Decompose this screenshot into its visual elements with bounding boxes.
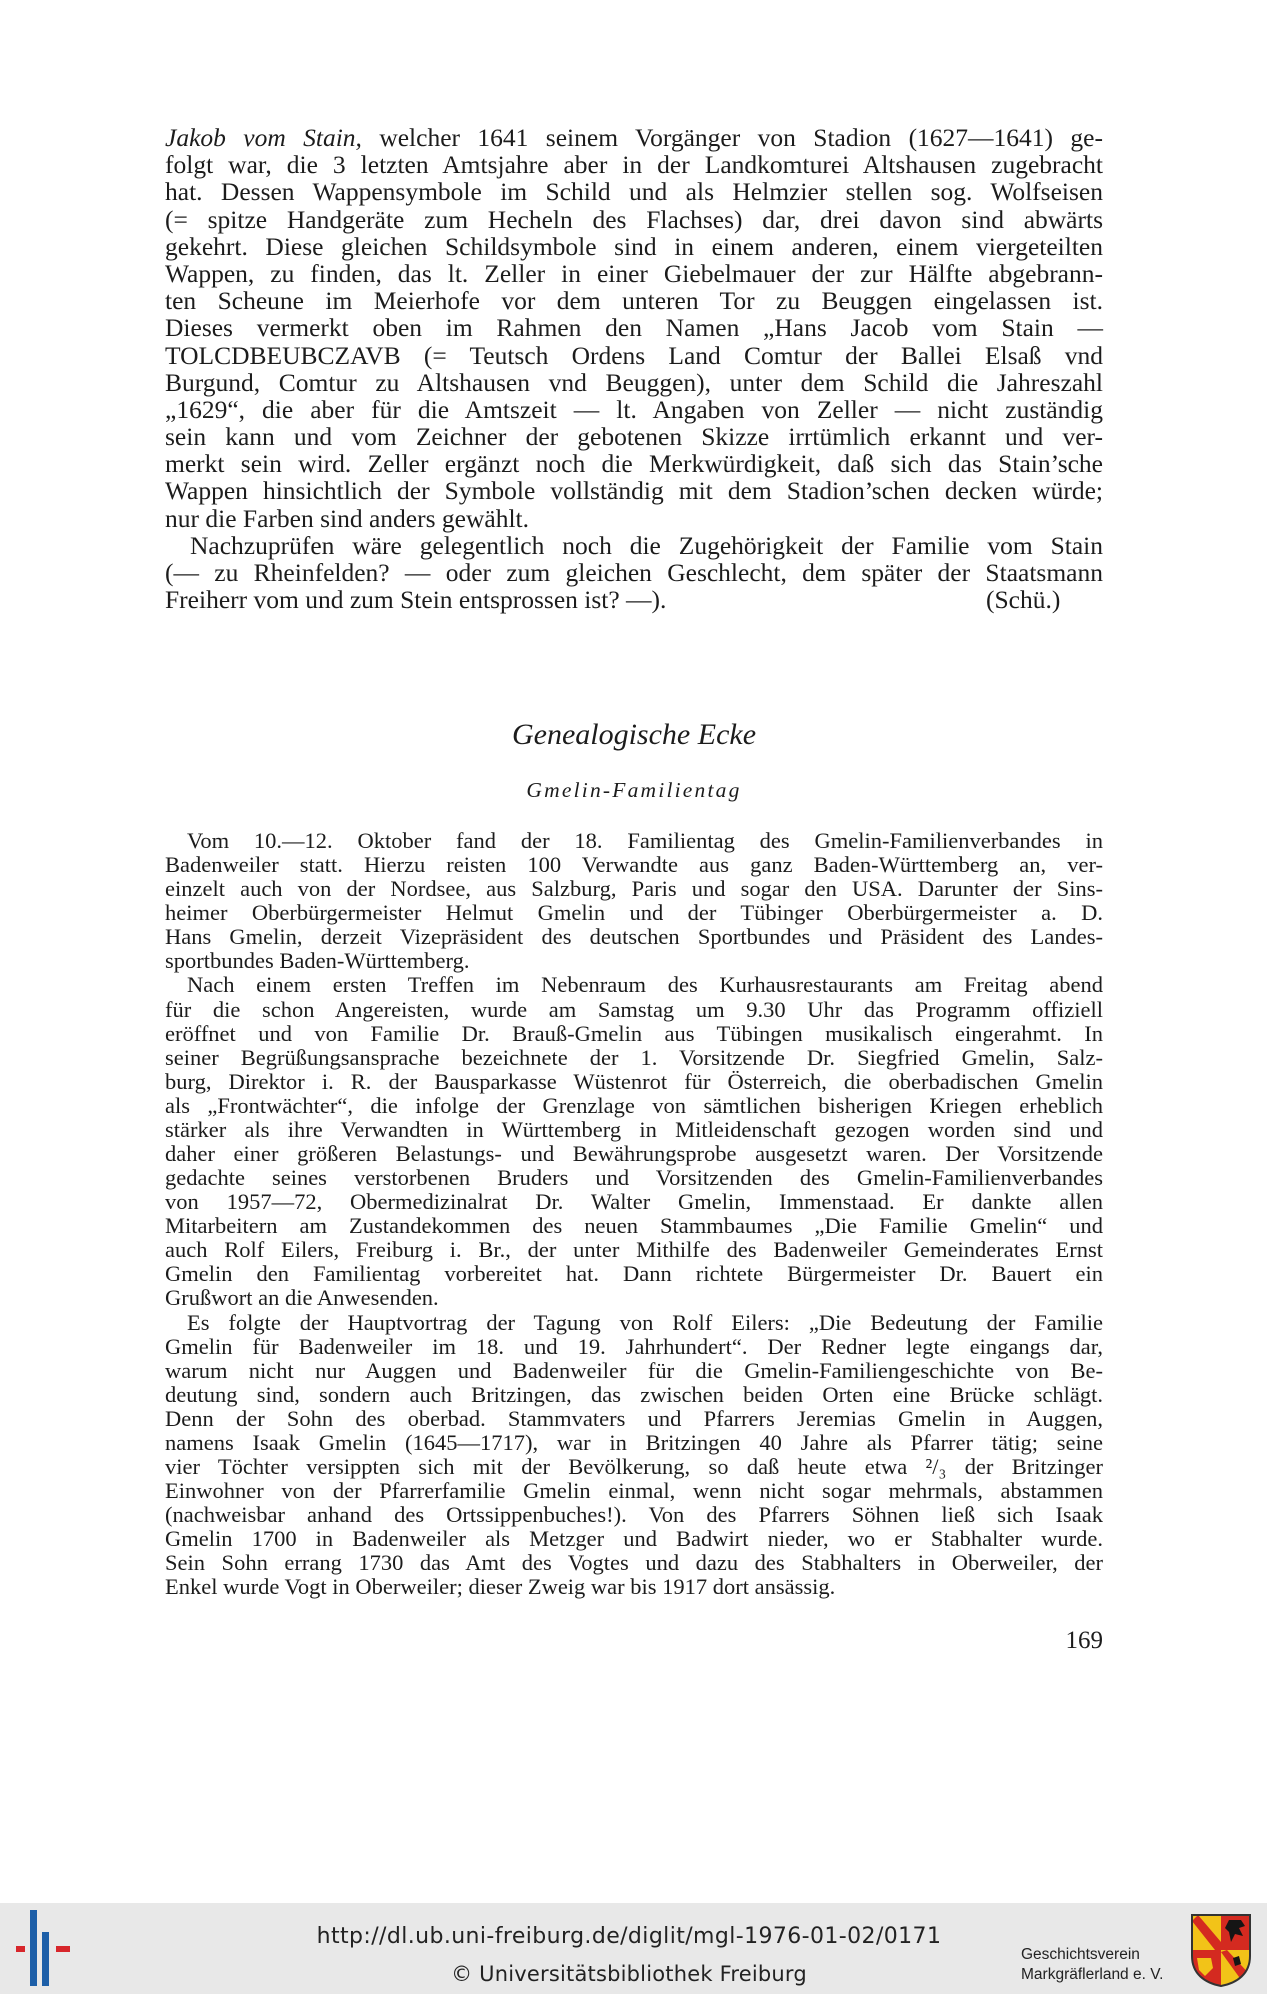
footer-bar bbox=[0, 1903, 1267, 1994]
article-continuation bbox=[165, 124, 1103, 613]
text-line bbox=[165, 1118, 1103, 1142]
line-text: Badenweiler statt. Hierzu reisten 100 Verwandte aus ganz Baden-Württemberg an, ver- bbox=[165, 852, 1103, 878]
line-text: eröffnet und von Familie Dr. Brauß-Gmelin aus Tübingen musikalisch eingerahmt. In bbox=[165, 1020, 1103, 1046]
line-text: (nachweisbar anhand des Ortssippenbuches!). Von des Pfarrers Söhnen ließ sich Isaak bbox=[165, 1502, 1103, 1528]
text-line bbox=[165, 1455, 1103, 1479]
line-text: gekehrt. Diese gleichen Schildsymbole sind in einem anderen, einem viergeteilten bbox=[165, 231, 1103, 261]
document-url[interactable]: http://dl.ub.uni-freiburg.de/diglit/mgl-1976-01-02/0171 bbox=[316, 1924, 942, 1949]
text-line bbox=[165, 877, 1103, 901]
line-text: Burgund, Comtur zu Altshausen vnd Beuggen), unter dem Schild die Jahreszahl bbox=[165, 367, 1103, 397]
paragraph bbox=[165, 124, 1103, 532]
line-text: von 1957—72, Obermedizinalrat Dr. Walter Gmelin, Immenstaad. Er dankte allen bbox=[165, 1189, 1103, 1215]
author-signature: (Schü.) bbox=[986, 585, 1061, 615]
line-text: Vom 10.—12. Oktober fand der 18. Familientag des Gmelin-Familienverbandes in bbox=[187, 828, 1103, 853]
text-line bbox=[165, 532, 1103, 559]
text-line bbox=[165, 586, 1103, 613]
text-line bbox=[165, 1575, 1103, 1599]
section-subheading: Gmelin-Familientag bbox=[526, 778, 742, 802]
text-line bbox=[165, 1214, 1103, 1238]
line-text: Freiherr vom und zum Stein entsprossen ist? —). bbox=[165, 585, 667, 615]
coat-of-arms-icon bbox=[1189, 1912, 1253, 1988]
society-name-line-2: Markgräflerland e. V. bbox=[1021, 1966, 1164, 1983]
line-text: sportbundes Baden-Württemberg. bbox=[165, 948, 470, 974]
line-text: Denn der Sohn des oberbad. Stammvaters und Pfarrers Jeremias Gmelin in Auggen, bbox=[165, 1405, 1103, 1431]
line-text: merkt sein wird. Zeller ergänzt noch die Merkwürdigkeit, daß sich das Stain’sche bbox=[165, 449, 1103, 479]
line-text: Mitarbeitern am Zustandekommen des neuen Stammbaumes „Die Familie Gmelin“ und bbox=[165, 1213, 1103, 1239]
text-line bbox=[165, 829, 1103, 853]
text-line bbox=[165, 998, 1103, 1022]
line-text: einzelt auch von der Nordsee, aus Salzburg, Paris und sogar den USA. Darunter der Sins- bbox=[165, 876, 1103, 902]
line-text: (= spitze Handgeräte zum Hecheln des Flachses) dar, drei davon sind abwärts bbox=[165, 204, 1103, 234]
text-line bbox=[165, 1383, 1103, 1407]
line-text: Enkel wurde Vogt in Oberweiler; dieser Zweig war bis 1917 dort ansässig. bbox=[165, 1574, 836, 1600]
line-text: Gmelin den Familientag vorbereitet hat. Dann richtete Bürgermeister Dr. Bauert ein bbox=[165, 1261, 1103, 1287]
line-text: Nachzuprüfen wäre gelegentlich noch die Zugehörigkeit der Familie vom Stain bbox=[190, 530, 1103, 560]
line-text: vier Töchter versippten sich mit der Bevölkerung, so daß heute etwa ²/₃ der Britzinger bbox=[165, 1454, 1103, 1480]
text-line bbox=[165, 1335, 1103, 1359]
text-line bbox=[165, 853, 1103, 877]
line-text: warum nicht nur Auggen und Badenweiler für die Gmelin-Familiengeschichte von Be- bbox=[165, 1357, 1103, 1383]
text-line bbox=[165, 973, 1103, 997]
line-text: Grußwort an die Anwesenden. bbox=[165, 1285, 439, 1311]
society-name bbox=[1021, 1945, 1163, 1985]
line-text: sein kann und vom Zeichner der gebotenen Skizze irrtümlich erkannt und ver- bbox=[165, 422, 1103, 452]
text-line bbox=[165, 151, 1103, 178]
line-text: burg, Direktor i. R. der Bausparkasse Wüstenrot für Österreich, die oberbadischen Gmelin bbox=[165, 1068, 1103, 1094]
text-line bbox=[165, 450, 1103, 477]
line-text: nur die Farben sind anders gewählt. bbox=[165, 503, 529, 533]
text-line bbox=[165, 178, 1103, 205]
line-text: Es folgte der Hauptvortrag der Tagung von Rolf Eilers: „Die Bedeutung der Familie bbox=[187, 1309, 1103, 1335]
text-line bbox=[165, 314, 1103, 341]
text-line bbox=[165, 1142, 1103, 1166]
text-line bbox=[165, 1166, 1103, 1190]
text-line bbox=[165, 1407, 1103, 1431]
text-line bbox=[165, 1190, 1103, 1214]
line-text: heimer Oberbürgermeister Helmut Gmelin und der Tübinger Oberbürgermeister a. D. bbox=[165, 900, 1103, 926]
section-heading: Genealogische Ecke bbox=[511, 718, 757, 751]
text-line bbox=[165, 1046, 1103, 1070]
line-text: auch Rolf Eilers, Freiburg i. Br., der unter Mithilfe des Badenweiler Gemeinderates Ernst bbox=[165, 1237, 1103, 1263]
society-name-line-1: Geschichtsverein bbox=[1021, 1946, 1140, 1963]
line-text: ten Scheune im Meierhofe vor dem unteren Tor zu Beuggen eingelassen ist. bbox=[165, 286, 1103, 316]
line-text: gedachte seines verstorbenen Bruders und Vorsitzenden des Gmelin-Familienverbandes bbox=[165, 1165, 1103, 1191]
text-line bbox=[165, 1262, 1103, 1286]
text-line bbox=[165, 505, 1103, 532]
text-line bbox=[165, 1286, 1103, 1310]
text-line bbox=[165, 949, 1103, 973]
page-number: 169 bbox=[1065, 1627, 1103, 1654]
text-line bbox=[165, 559, 1103, 586]
text-line bbox=[165, 1359, 1103, 1383]
paragraph bbox=[165, 1311, 1103, 1600]
line-text: folgt war, die 3 letzten Amtsjahre aber in der Landkomturei Altshausen zugebracht bbox=[165, 150, 1103, 180]
line-text: Dieses vermerkt oben im Rahmen den Namen „Hans Jacob vom Stain — bbox=[165, 313, 1103, 343]
text-line bbox=[165, 1551, 1103, 1575]
text-line bbox=[165, 477, 1103, 504]
line-text: Sein Sohn errang 1730 das Amt des Vogtes und dazu des Stabhalters in Oberweiler, der bbox=[165, 1550, 1103, 1576]
text-line bbox=[165, 342, 1103, 369]
copyright-notice: © Universitätsbibliothek Freiburg bbox=[451, 1962, 807, 1986]
line-text: Nach einem ersten Treffen im Nebenraum des Kurhausrestaurants am Freitag abend bbox=[187, 972, 1103, 998]
paragraph bbox=[165, 532, 1103, 614]
line-text: Wappen hinsichtlich der Symbole vollständig mit dem Stadion’schen decken würde; bbox=[165, 476, 1103, 506]
text-line bbox=[165, 369, 1103, 396]
line-text: welcher 1641 seinem Vorgänger von Stadion (1627—1641) ge- bbox=[379, 123, 1103, 152]
text-line bbox=[165, 1070, 1103, 1094]
text-line bbox=[165, 287, 1103, 314]
line-text: als „Frontwächter“, die infolge der Grenzlage von sämtlichen bisherigen Kriegen erheblich bbox=[165, 1092, 1103, 1118]
text-line bbox=[165, 901, 1103, 925]
italic-name: Jakob vom Stain, bbox=[165, 123, 362, 152]
line-text: (— zu Rheinfelden? — oder zum gleichen Geschlecht, dem später der Staatsmann bbox=[165, 558, 1103, 587]
line-text: Wappen, zu finden, das lt. Zeller in einer Giebelmauer der zur Hälfte abgebrann- bbox=[165, 258, 1103, 288]
text-line bbox=[165, 1094, 1103, 1118]
line-text: seiner Begrüßungsansprache bezeichnete der 1. Vorsitzende Dr. Siegfried Gmelin, Salz- bbox=[165, 1044, 1103, 1070]
line-text: namens Isaak Gmelin (1645—1717), war in Britzingen 40 Jahre als Pfarrer tätig; seine bbox=[165, 1429, 1103, 1455]
line-text: daher einer größeren Belastungs- und Bewährungsprobe ausgesetzt waren. Der Vorsitzende bbox=[165, 1141, 1103, 1167]
text-line bbox=[165, 1431, 1103, 1455]
text-line bbox=[165, 1022, 1103, 1046]
text-line bbox=[165, 1238, 1103, 1262]
line-text: Einwohner von der Pfarrerfamilie Gmelin einmal, wenn nicht sogar mehrmals, abstammen bbox=[165, 1478, 1103, 1504]
line-text: stärker als ihre Verwandten in Württemberg in Mitleidenschaft gezogen worden sind und bbox=[165, 1116, 1103, 1142]
text-line bbox=[165, 925, 1103, 949]
text-line bbox=[165, 260, 1103, 287]
line-text: Gmelin für Badenweiler im 18. und 19. Jahrhundert“. Der Redner legte eingangs dar, bbox=[165, 1333, 1103, 1359]
line-text: „1629“, die aber für die Amtszeit — lt. Angaben von Zeller — nicht zuständig bbox=[165, 394, 1103, 424]
text-line bbox=[165, 233, 1103, 260]
text-line bbox=[165, 423, 1103, 450]
text-line bbox=[165, 1479, 1103, 1503]
text-line bbox=[165, 1503, 1103, 1527]
line-text: Gmelin 1700 in Badenweiler als Metzger und Badwirt nieder, wo er Stabhalter wurde. bbox=[165, 1526, 1103, 1552]
paragraph bbox=[165, 829, 1103, 973]
line-text: hat. Dessen Wappensymbole im Schild und als Helmzier stellen sog. Wolfseisen bbox=[165, 177, 1103, 207]
text-line bbox=[165, 1527, 1103, 1551]
line-text: für die schon Angereisten, wurde am Samstag um 9.30 Uhr das Programm offiziell bbox=[165, 996, 1103, 1022]
paragraph bbox=[165, 973, 1103, 1310]
section-body bbox=[165, 829, 1103, 1600]
line-text: TOLCDBEUBCZAVB (= Teutsch Ordens Land Comtur der Ballei Elsaß vnd bbox=[165, 340, 1103, 370]
text-line bbox=[165, 206, 1103, 233]
line-text: Hans Gmelin, derzeit Vizepräsident des deutschen Sportbundes und Präsident des Landes- bbox=[165, 924, 1103, 950]
text-line bbox=[165, 1311, 1103, 1335]
text-line bbox=[165, 396, 1103, 423]
text-line bbox=[165, 124, 1103, 151]
line-text: deutung sind, sondern auch Britzingen, das zwischen beiden Orten eine Brücke schlägt. bbox=[165, 1381, 1103, 1407]
